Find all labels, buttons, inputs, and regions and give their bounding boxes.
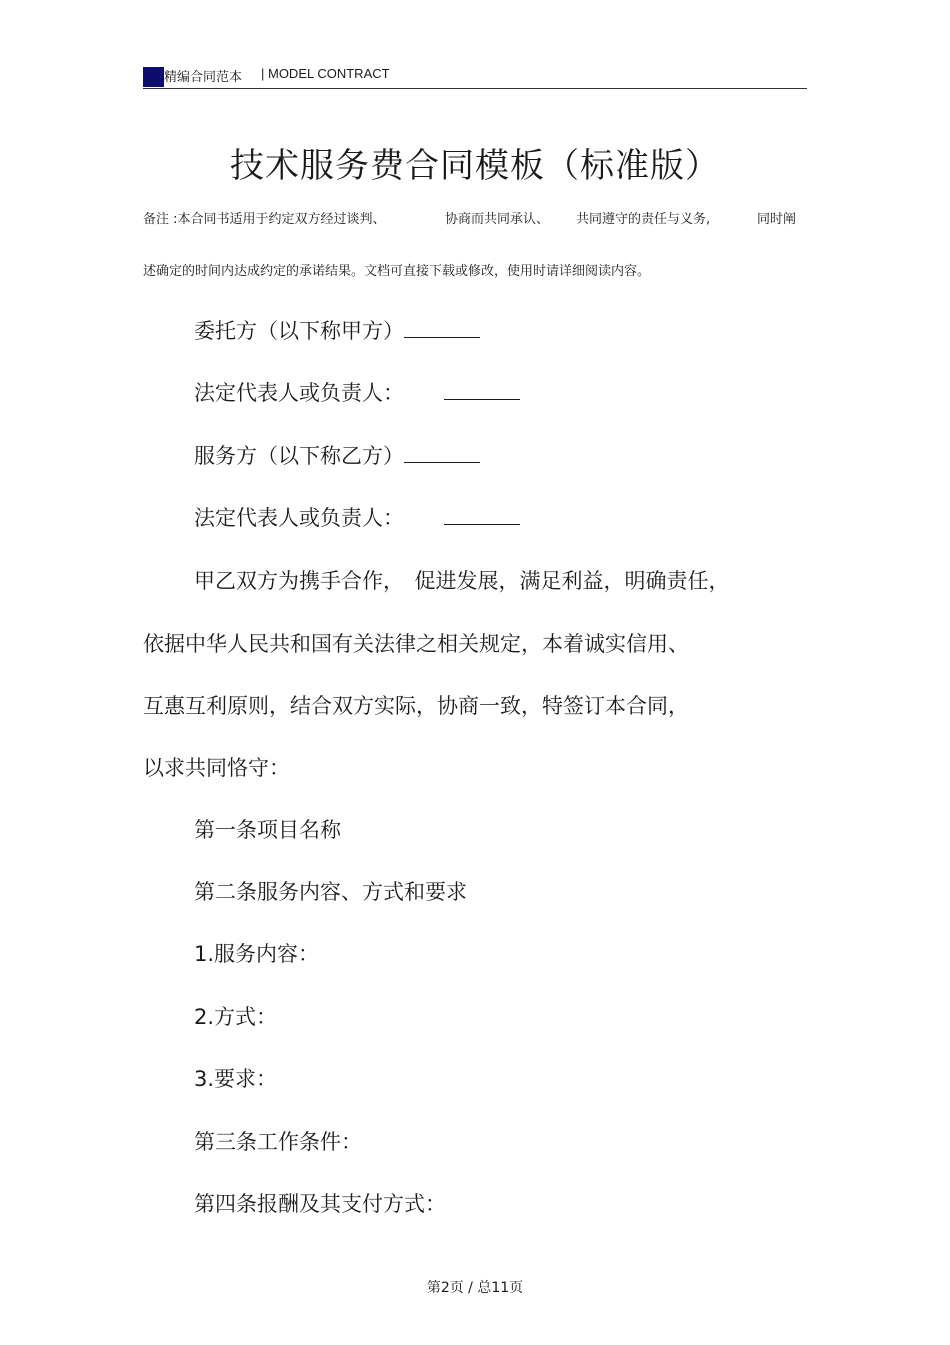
preamble-line-2: 依据中华人民共和国有关法律之相关规定，本着诚实信用、 (143, 632, 689, 656)
clause-2-item-2: 2.方式： (194, 1005, 278, 1029)
header-brand: 精编合同范本 (164, 70, 243, 85)
client-rep-label: 法定代表人或负责人： (194, 381, 404, 405)
clause-2-item-3: 3.要求： (194, 1067, 278, 1091)
client-line (194, 315, 480, 345)
client-rep-line (194, 377, 520, 407)
logo-square-icon (143, 67, 164, 87)
provider-rep-label: 法定代表人或负责人： (194, 506, 404, 530)
clause-1: 第一条项目名称 (194, 818, 341, 842)
provider-label: 服务方（以下称乙方） (194, 444, 404, 468)
clause-2: 第二条服务内容、方式和要求 (194, 880, 467, 904)
preamble-line-1: 甲乙双方为携手合作， 促进发展，满足利益，明确责任， (194, 569, 730, 593)
note-segment: 同时阐 (757, 212, 797, 227)
document-title: 技术服务费合同模板（标准版） (230, 146, 720, 186)
note-segment: 共同遵守的责任与义务, (576, 212, 711, 227)
note-segment: 备注 :本合同书适用于约定双方经过谈判、 (143, 212, 386, 227)
provider-rep-line (194, 502, 520, 532)
clause-4: 第四条报酬及其支付方式： (194, 1192, 446, 1216)
preamble-line-4: 以求共同恪守： (143, 756, 290, 780)
page-header (143, 64, 807, 89)
provider-line (194, 440, 480, 470)
page-number: 第2页 / 总11页 (426, 1280, 524, 1296)
header-tagline: | MODEL CONTRACT (261, 66, 390, 81)
preamble-line-3: 互惠互利原则，结合双方实际，协商一致，特签订本合同， (143, 694, 689, 718)
provider-blank[interactable] (404, 444, 480, 463)
clause-2-item-1: 1.服务内容： (194, 942, 320, 966)
client-label: 委托方（以下称甲方） (194, 319, 404, 343)
clause-3: 第三条工作条件： (194, 1130, 362, 1154)
client-blank[interactable] (404, 319, 480, 338)
client-rep-blank[interactable] (444, 381, 520, 400)
note-segment: 协商而共同承认、 (445, 212, 550, 227)
note-line-2: 述确定的时间内达成约定的承诺结果。文档可直接下载或修改，使用时请详细阅读内容。 (143, 264, 651, 279)
provider-rep-blank[interactable] (444, 506, 520, 525)
